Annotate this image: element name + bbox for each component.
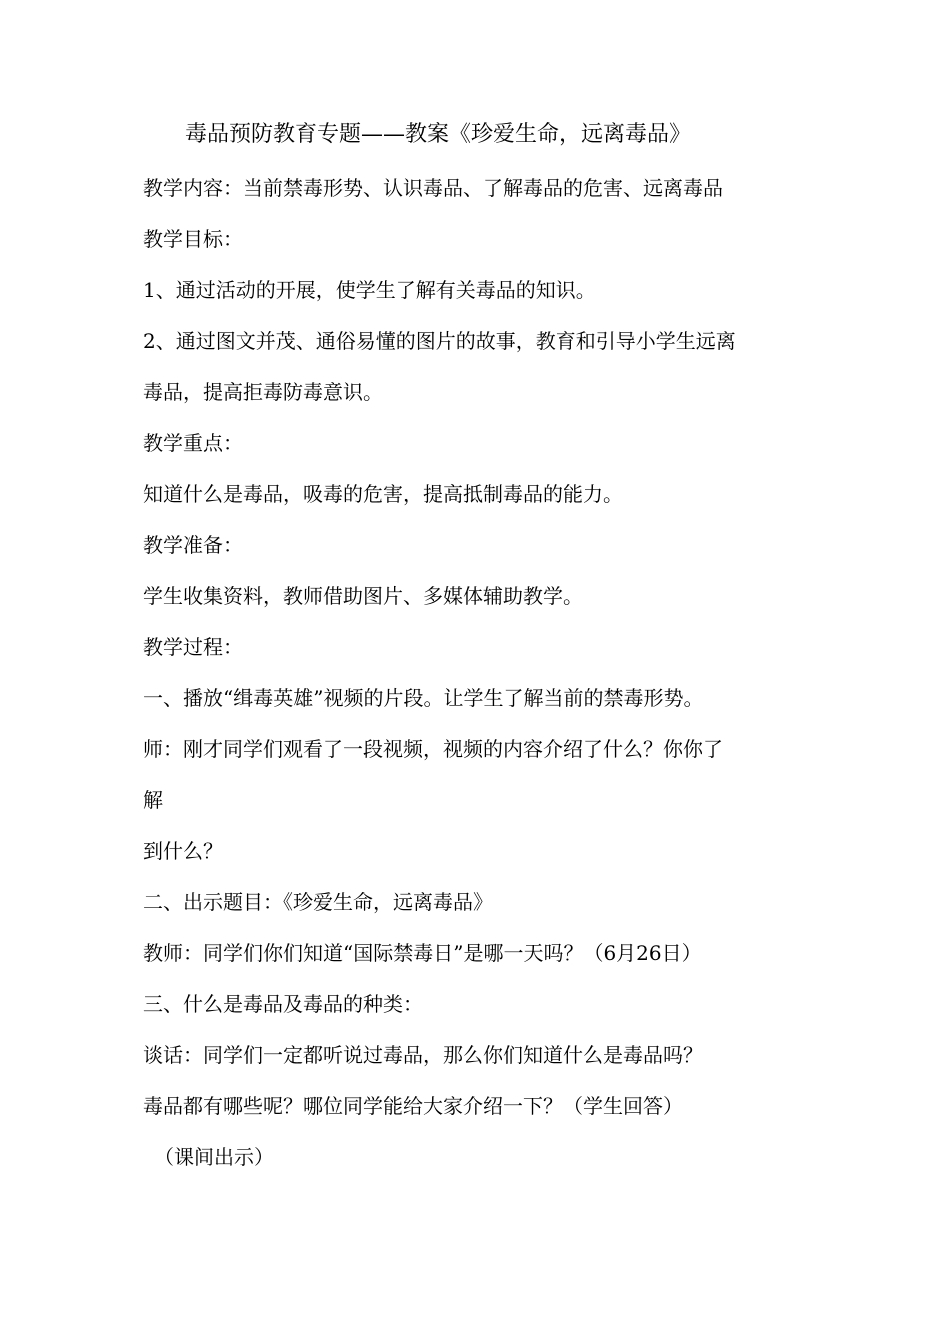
paragraph-step-1: 一、播放“缉毒英雄”视频的片段。让学生了解当前的禁毒形势。 xyxy=(143,686,704,710)
heading-teaching-goals: 教学目标： xyxy=(143,227,243,251)
document-title: 毒品预防教育专题——教案《珍爱生命，远离毒品》 xyxy=(185,122,692,147)
paragraph-teaching-content: 教学内容：当前禁毒形势、认识毒品、了解毒品的危害、远离毒品 xyxy=(143,176,723,200)
paragraph-class-show: （课间出示） xyxy=(154,1145,274,1169)
paragraph-talk: 谈话：同学们一定都听说过毒品，那么你们知道什么是毒品吗？ xyxy=(143,1043,703,1067)
paragraph-teacher-drug-day: 教师：同学们你们知道“国际禁毒日”是哪一天吗？（6月26日） xyxy=(143,941,702,965)
paragraph-step-3: 三、什么是毒品及毒品的种类： xyxy=(143,992,423,1016)
paragraph-goal-2: 2、通过图文并茂、通俗易懂的图片的故事，教育和引导小学生远离 xyxy=(143,329,736,353)
paragraph-teacher-question-cont: 解 xyxy=(143,788,163,812)
paragraph-teacher-question: 师：刚才同学们观看了一段视频，视频的内容介绍了什么？你你了 xyxy=(143,737,723,761)
paragraph-goal-2-cont: 毒品，提高拒毒防毒意识。 xyxy=(143,380,383,404)
heading-process: 教学过程： xyxy=(143,635,243,659)
paragraph-step-2: 二、出示题目：《珍爱生命，远离毒品》 xyxy=(143,890,493,914)
paragraph-talk-cont: 毒品都有哪些呢？哪位同学能给大家介绍一下？（学生回答） xyxy=(143,1094,683,1118)
paragraph-preparation: 学生收集资料，教师借助图片、多媒体辅助教学。 xyxy=(143,584,583,608)
heading-preparation: 教学准备： xyxy=(143,533,243,557)
paragraph-teacher-question-end: 到什么？ xyxy=(143,839,223,863)
paragraph-key-points: 知道什么是毒品，吸毒的危害，提高抵制毒品的能力。 xyxy=(143,482,623,506)
paragraph-goal-1: 1、通过活动的开展，使学生了解有关毒品的知识。 xyxy=(143,278,596,302)
heading-key-points: 教学重点： xyxy=(143,431,243,455)
